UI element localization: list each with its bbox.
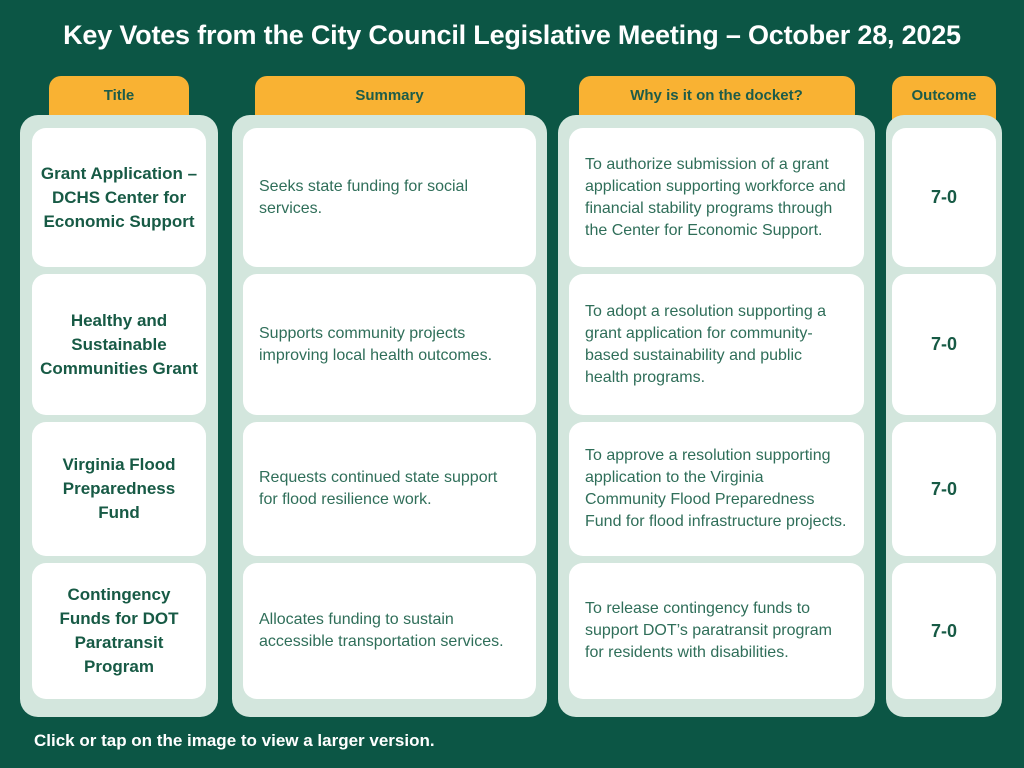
cell-r1-title: Grant Application – DCHS Center for Economic Support [32,128,206,267]
cell-r3-title: Virginia Flood Preparedness Fund [32,422,206,556]
cell-r2-outcome: 7-0 [892,274,996,415]
cell-r3-summary: Requests continued state support for flood resilience work. [243,422,536,556]
cell-r3-docket: To approve a resolution supporting application to the Virginia Community Flood Preparedness Fund for flood infrastructure projects. [569,422,864,556]
column-summary [232,76,547,717]
column-header-summary: Summary [255,76,525,122]
cell-r4-summary: Allocates funding to sustain accessible transportation services. [243,563,536,699]
image-caption: Click or tap on the image to view a larger version. [34,731,435,750]
cell-r4-docket: To release contingency funds to support DOT’s paratransit program for residents with disabilities. [569,563,864,699]
cell-r2-title: Healthy and Sustainable Communities Grant [32,274,206,415]
column-header-title: Title [49,76,189,122]
page-title: Key Votes from the City Council Legislative Meeting – October 28, 2025 [63,20,961,50]
cell-r4-outcome: 7-0 [892,563,996,699]
column-title [20,76,218,717]
column-outcome [886,76,1002,717]
cell-r1-outcome: 7-0 [892,128,996,267]
column-docket [558,76,875,717]
cell-r4-title: Contingency Funds for DOT Paratransit Program [32,563,206,699]
column-panel-summary [232,115,547,717]
column-header-docket: Why is it on the docket? [579,76,855,122]
cell-r3-outcome: 7-0 [892,422,996,556]
cell-r2-summary: Supports community projects improving local health outcomes. [243,274,536,415]
column-header-outcome: Outcome [892,76,996,122]
cell-r1-summary: Seeks state funding for social services. [243,128,536,267]
column-panel-title [20,115,218,717]
column-panel-outcome [886,115,1002,717]
cell-r1-docket: To authorize submission of a grant application supporting workforce and financial stability programs through the Center for Economic Support. [569,128,864,267]
column-panel-docket [558,115,875,717]
cell-r2-docket: To adopt a resolution supporting a grant application for community-based sustainability and public health programs. [569,274,864,415]
